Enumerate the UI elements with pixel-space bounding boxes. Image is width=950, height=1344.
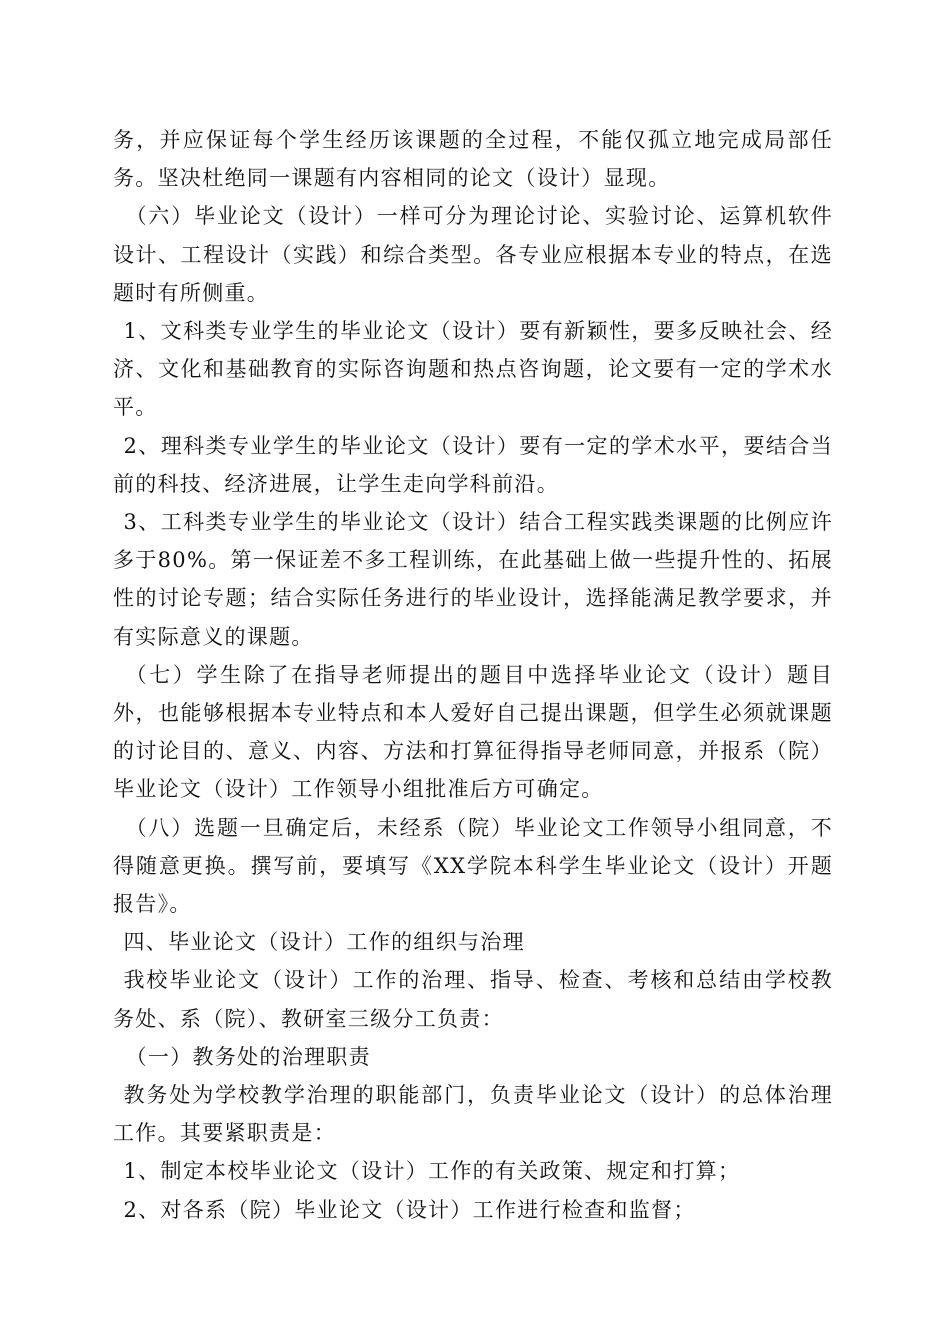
paragraph-item-6: （六）毕业论文（设计）一样可分为理论讨论、实验讨论、运算机软件设计、工程设计（实践）和综合类型。各专业应根据本专业的特点，在选题时有所侧重。 xyxy=(113,204,833,305)
paragraph-item-8: （八）选题一旦确定后，未经系（院）毕业论文工作领导小组同意，不得随意更换。撰写前，要填写《XX学院本科学生毕业论文（设计）开题报告》。 xyxy=(113,815,833,917)
paragraph-subitem-1: 1、文科类专业学生的毕业论文（设计）要有新颖性，要多反映社会、经济、文化和基础教育的实际咨询题和热点咨询题，论文要有一定的学术水平。 xyxy=(113,319,833,420)
paragraph-item-7: （七）学生除了在指导老师提出的题目中选择毕业论文（设计）题目外，也能够根据本专业特点和本人爱好自己提出课题，但学生必须就课题的讨论目的、意义、内容、方法和打算征得指导老师同意，并报系（院）毕业论文（设计）工作领导小组批准后方可确定。 xyxy=(113,662,833,802)
section-heading-4: 四、毕业论文（设计）工作的组织与治理 xyxy=(123,930,525,955)
subsection-heading-1: （一）教务处的治理职责 xyxy=(125,1044,371,1069)
paragraph-section-intro: 我校毕业论文（设计）工作的治理、指导、检查、考核和总结由学校教务处、系（院）、教研室三级分工负责： xyxy=(113,968,833,1031)
paragraph-subitem-2: 2、理科类专业学生的毕业论文（设计）要有一定的学术水平，要结合当前的科技、经济进展，让学生走向学科前沿。 xyxy=(113,433,833,496)
paragraph-subsection-intro: 教务处为学校教学治理的职能部门，负责毕业论文（设计）的总体治理工作。其要紧职责是： xyxy=(113,1083,833,1146)
paragraph-continuation: 务，并应保证每个学生经历该课题的全过程，不能仅孤立地完成局部任务。坚决杜绝同一课题有内容相同的论文（设计）显现。 xyxy=(113,128,833,191)
paragraph-subitem-3: 3、工科类专业学生的毕业论文（设计）结合工程实践类课题的比例应许多于80%。第一保证差不多工程训练，在此基础上做一些提升性的、拓展性的讨论专题；结合实际任务进行的毕业设计，选择能满足教学要求，并有实际意义的课题。 xyxy=(113,510,833,649)
document-page xyxy=(113,121,833,1229)
paragraph-duty-1: 1、制定本校毕业论文（设计）工作的有关政策、规定和打算； xyxy=(123,1159,741,1184)
paragraph-duty-2: 2、对各系（院）毕业论文（设计）工作进行检查和监督； xyxy=(123,1197,696,1222)
